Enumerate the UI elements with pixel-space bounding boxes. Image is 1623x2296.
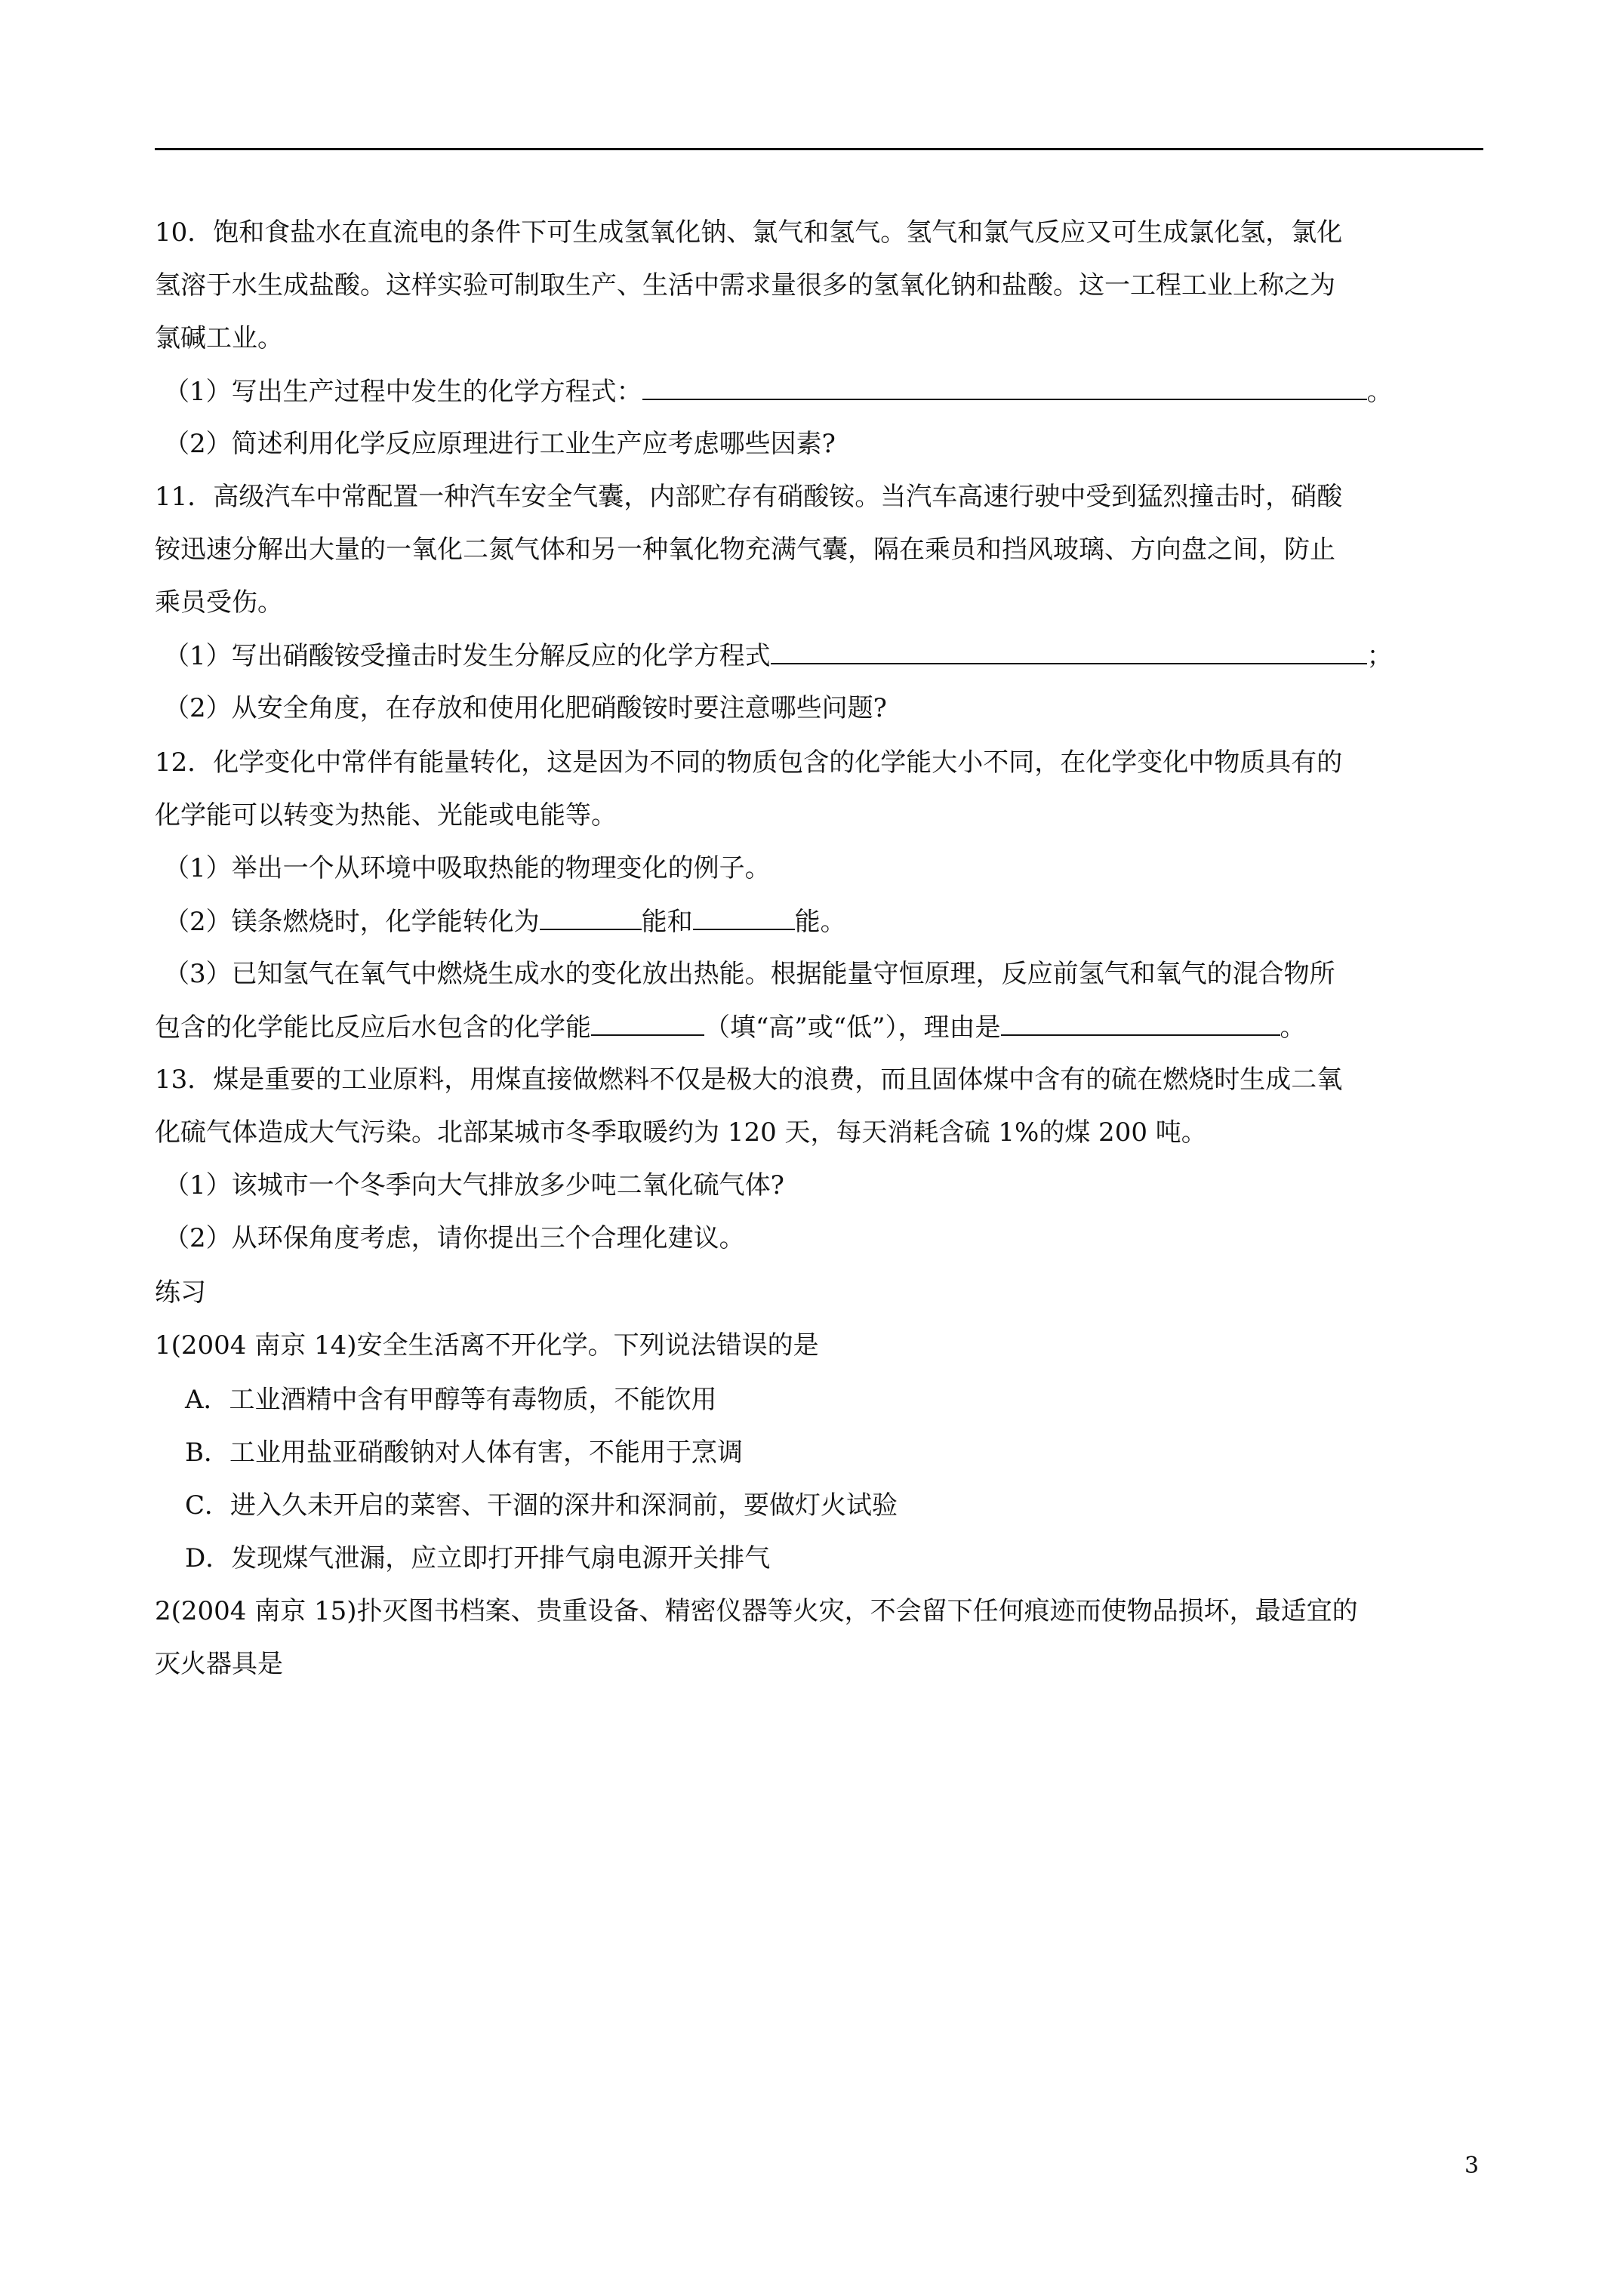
header-rule bbox=[155, 148, 1483, 150]
q10-line-3: 氯碱工业。 bbox=[155, 323, 283, 353]
q11-line-2: 铵迅速分解出大量的一氧化二氮气体和另一种氧化物充满气囊，隔在乘员和挡风玻璃、方向盘之间，防止 bbox=[155, 535, 1335, 565]
q10-answer-blank[interactable] bbox=[642, 376, 1367, 400]
q12-part-2-end: 能。 bbox=[794, 907, 846, 937]
practice-2-line-1: 2(2004 南京 15)扑灭图书档案、贵重设备、精密仪器等火灾，不会留下任何痕迹而使物品损坏，最适宜的 bbox=[155, 1596, 1358, 1626]
q12-blank-high-low[interactable] bbox=[591, 1012, 704, 1036]
q11-part-1-end: ； bbox=[1366, 641, 1393, 671]
q10-part-1-text: （1）写出生产过程中发生的化学方程式： bbox=[164, 377, 642, 407]
q10-line-2: 氢溶于水生成盐酸。这样实验可制取生产、生活中需求量很多的氢氧化钠和盐酸。这一工程工业上称之为 bbox=[155, 270, 1335, 300]
q12-part-3-line-1: （3）已知氢气在氧气中燃烧生成水的变化放出热能。根据能量守恒原理，反应前氢气和氧气的混合物所 bbox=[164, 959, 1335, 989]
q12-part-2 bbox=[164, 906, 1492, 936]
q11-line-3: 乘员受伤。 bbox=[155, 587, 283, 618]
q12-part-2-mid: 能和 bbox=[641, 907, 693, 937]
practice-heading: 练习 bbox=[155, 1277, 206, 1308]
practice-1-option-a: A．工业酒精中含有甲醇等有毒物质，不能饮用 bbox=[185, 1385, 717, 1415]
practice-2-line-2: 灭火器具是 bbox=[155, 1649, 283, 1679]
q11-part-1 bbox=[164, 640, 1492, 670]
practice-1-option-b: B．工业用盐亚硝酸钠对人体有害，不能用于烹调 bbox=[185, 1438, 743, 1468]
q10-part-1 bbox=[164, 376, 1492, 406]
q12-part-3-end: 。 bbox=[1280, 1012, 1306, 1043]
practice-1-stem: 1(2004 南京 14)安全生活离不开化学。下列说法错误的是 bbox=[155, 1330, 819, 1361]
practice-1-option-c: C．进入久未开启的菜窖、干涸的深井和深洞前，要做灯火试验 bbox=[185, 1490, 898, 1521]
q11-part-2: （2）从安全角度，在存放和使用化肥硝酸铵时要注意哪些问题? bbox=[164, 693, 887, 723]
q13-line-1: 13．煤是重要的工业原料，用煤直接做燃料不仅是极大的浪费，而且固体煤中含有的硫在燃烧时生成二氧 bbox=[155, 1065, 1343, 1095]
q12-line-1: 12．化学变化中常伴有能量转化，这是因为不同的物质包含的化学能大小不同，在化学变化中物质具有的 bbox=[155, 747, 1343, 778]
q13-part-1: （1）该城市一个冬季向大气排放多少吨二氧化硫气体? bbox=[164, 1170, 784, 1200]
q11-answer-blank[interactable] bbox=[771, 640, 1367, 664]
q12-blank-reason[interactable] bbox=[1001, 1012, 1280, 1036]
q10-part-2: （2）简述利用化学反应原理进行工业生产应考虑哪些因素? bbox=[164, 429, 836, 459]
q12-part-3-mid: （填“高”或“低”），理由是 bbox=[704, 1012, 1001, 1043]
q12-blank-energy-2[interactable] bbox=[693, 906, 795, 930]
q11-line-1: 11．高级汽车中常配置一种汽车安全气囊，内部贮存有硝酸铵。当汽车高速行驶中受到猛烈撞击时，硝酸 bbox=[155, 482, 1343, 512]
q12-part-3-line-2 bbox=[155, 1012, 1483, 1042]
q12-part-3-text: 包含的化学能比反应后水包含的化学能 bbox=[155, 1012, 591, 1043]
q12-line-2: 化学能可以转变为热能、光能或电能等。 bbox=[155, 800, 617, 831]
q13-part-2: （2）从环保角度考虑，请你提出三个合理化建议。 bbox=[164, 1223, 745, 1253]
practice-1-option-d: D．发现煤气泄漏，应立即打开排气扇电源开关排气 bbox=[185, 1543, 771, 1573]
q11-part-1-text: （1）写出硝酸铵受撞击时发生分解反应的化学方程式 bbox=[164, 641, 771, 671]
q13-line-2: 化硫气体造成大气污染。北部某城市冬季取暖约为 120 天，每天消耗含硫 1%的煤 200 吨。 bbox=[155, 1117, 1207, 1148]
q12-blank-energy-1[interactable] bbox=[540, 906, 642, 930]
q10-part-1-end: 。 bbox=[1366, 377, 1393, 407]
q10-line-1: 10．饱和食盐水在直流电的条件下可生成氢氧化钠、氯气和氢气。氢气和氯气反应又可生成氯化氢，氯化 bbox=[155, 217, 1343, 248]
q12-part-1: （1）举出一个从环境中吸取热能的物理变化的例子。 bbox=[164, 853, 771, 883]
q12-part-2-text: （2）镁条燃烧时，化学能转化为 bbox=[164, 907, 540, 937]
page-number: 3 bbox=[1464, 2153, 1480, 2179]
